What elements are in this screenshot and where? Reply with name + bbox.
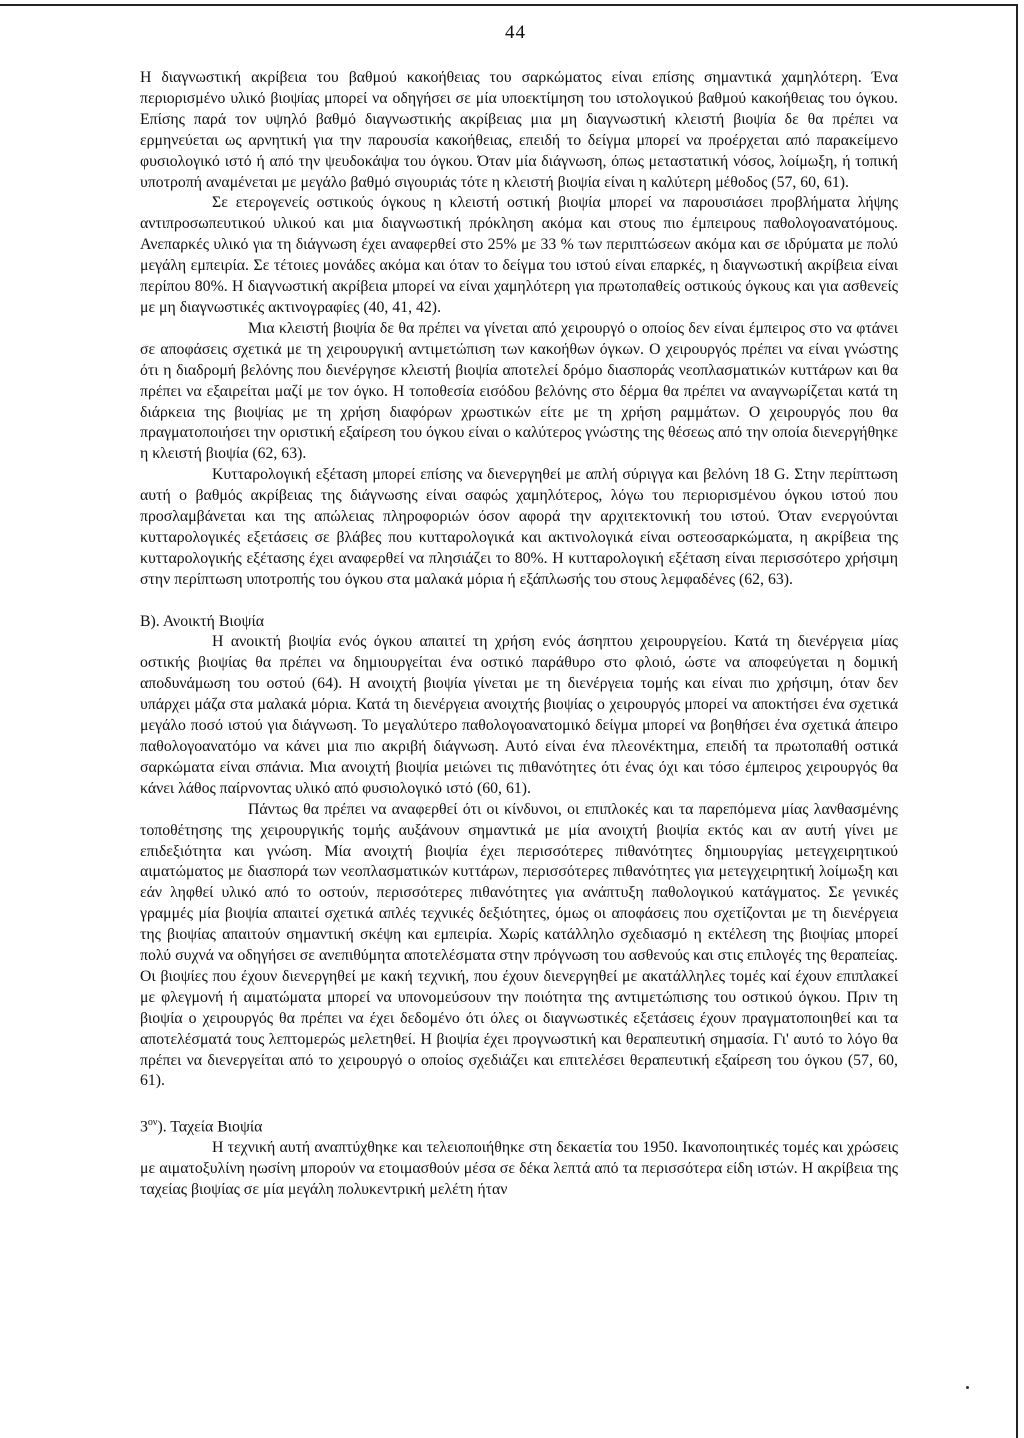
section-gap xyxy=(140,591,898,612)
scan-border-top xyxy=(0,4,1016,6)
document-body xyxy=(140,68,898,1201)
section-b-heading: Β). Ανοικτή Βιοψία xyxy=(140,612,264,630)
section-3-heading-text: ). Ταχεία Βιοψία xyxy=(157,1118,263,1136)
page-number: 44 xyxy=(505,22,526,43)
scan-border-right xyxy=(1016,4,1018,1438)
section-b-paragraph-2: Πάντως θα πρέπει να αναφερθεί ότι οι κίνδυνοι, οι επιπλοκές και τα παρεπόμενα μίας λανθασμένης τοποθέτησης της χειρουργικής τομής αυξάνουν σημαντικά με μία ανοιχτή βιοψία εκτός και αν αυτή γίνει με επιδεξιότητα και γνώση. Μία ανοιχτή βιοψία έχει περισσότερες πιθανότητες δημιουργίας μετεγχειρητικού αιματώματος με διασπορά των νεοπλασματικών κυττάρων, περισσότερες πιθανότητες για μετεγχειρητική λοίμωξη και εάν ληφθεί υλικό από το οστούν, περισσότερες πιθανότητες για ανάπτυξη παθολογικού κατάγματος. Σε γενικές γραμμές μία βιοψία απαιτεί σχετικά απλές τεχνικές δεξιότητες, όμως οι αποφάσεις που σχετίζονται με τη διενέργεια της βιοψίας απαιτούν σημαντική σκέψη και εμπειρία. Χωρίς κατάλληλο σχεδιασμό η εκτέλεση της βιοψίας μπορεί πολύ συχνά να οδηγήσει σε ανεπιθύμητα αποτελέσματα στην πρόγνωση του ασθενούς και στις επιλογές της θεραπείας. Οι βιοψίες που έχουν διενεργηθεί με κακή τεχνική, που έχουν διενεργηθεί με ακατάλληλες τομές καί έχουν επιπλακεί με φλεγμονή ή αιματώματα μπορεί να υπονομεύσουν την ποιότητα της αντιμετώπισης του οστικού όγκου. Πριν τη βιοψία ο χειρουργός θα πρέπει να έχει δεδομένο ότι όλες οι διαγνωστικές εξετάσεις έχουν πραγματοποιηθεί και τα αποτελέσματά τους λεπτομερώς μελετηθεί. Η βιοψία έχει προγνωστική και θεραπευτική σημασία. Γι' αυτό το λόγο θα πρέπει να διενεργείται από το χειρουργό ο οποίος σχεδιάζει και επιτελέσει θεραπευτική εξαίρεση του όγκου (57, 60, 61). xyxy=(140,800,898,1090)
section-3-heading-number: 3 xyxy=(140,1118,148,1136)
section-3-paragraph: Η τεχνική αυτή αναπτύχθηκε και τελειοποιήθηκε στη δεκαετία του 1950. Ικανοποιητικές τομές και χρώσεις με αιματοξυλίνη ηωσίνη μπορούν να ετοιμασθούν μέσα σε δέκα λεπτά από τα περισσότερα είδη ιστών. Η ακρίβεια της ταχείας βιοψίας σε μία μεγάλη πολυκεντρική μελέτη ήταν xyxy=(140,1139,898,1199)
section-3-heading xyxy=(140,1113,898,1138)
section-gap xyxy=(140,1092,898,1113)
section-b-paragraph-1: Η ανοικτή βιοψία ενός όγκου απαιτεί τη χρήση ενός άσηπτου χειρουργείου. Κατά τη διενέργεια μίας οστικής βιοψίας θα πρέπει να δημιουργείται ένα οστικό παράθυρο στο φλοιό, ώστε να αποφεύγεται η δομική αποδυνάμωση του οστού (64). Η ανοιχτή βιοψία γίνεται με τη διενέργεια τομής και είναι πιο χρήσιμη, όταν δεν υπάρχει μάζα στα μαλακά μόρια. Κατά τη διενέργεια ανοιχτής βιοψίας ο χειρουργός μπορεί να αποκτήσει ένα σχετικά μεγάλο ποσό ιστού για διάγνωση. Το μεγαλύτερο παθολογοανατομικό δείγμα μπορεί να βοηθήσει ένα σχετικά άπειρο παθολογοανατόμο να κάνει μια πιο ακριβή διάγνωση. Αυτό είναι ένα πλεονέκτημα, επειδή τα πρωτοπαθή οστικά σαρκώματα είναι σπάνια. Μια ανοιχτή βιοψία μειώνει τις πιθανότητες ότι ένας όχι και τόσο έμπειρος χειρουργός θα κάνει λάθος παίρνοντας υλικό από φυσιολογικό ιστό (60, 61). xyxy=(140,633,898,797)
paragraph-4: Κυτταρολογική εξέταση μπορεί επίσης να διενεργηθεί με απλή σύριγγα και βελόνη 18 G. Στην περίπτωση αυτή ο βαθμός ακρίβειας της διάγνωσης είναι σαφώς χαμηλότερος, λόγω του περιορισμένου όγκου ιστού που προσλαμβάνεται και της απώλειας πληροφοριών όσον αφορά την αρχιτεκτονική του ιστού. Όταν ενεργούνται κυτταρολογικές εξετάσεις σε βλάβες που κυτταρολογικά και ακτινολογικά είναι οστεοσαρκώματα, η ακρίβεια της κυτταρολογικής εξέτασης έχει αναφερθεί να πλησιάζει το 80%. Η κυτταρολογική εξέταση είναι περισσότερο χρήσιμη στην περίπτωση υποτροπής του όγκου στα μαλακά μόρια ή εξάπλωσής του στους λεμφαδένες (62, 63). xyxy=(140,466,898,588)
section-3-heading-superscript: ον xyxy=(147,1117,158,1129)
scan-speck xyxy=(966,1386,969,1389)
paragraph-2: Σε ετερογενείς οστικούς όγκους η κλειστή οστική βιοψία μπορεί να παρουσιάσει προβλήματα λήψης αντιπροσωπευτικού υλικού και μια διαγνωστική πρόκληση ακόμα και στους πιο έμπειρους παθολογοανατόμους. Ανεπαρκές υλικό για τη διάγνωση έχει αναφερθεί στο 25% με 33 % των περιπτώσεων ακόμα και σε ιδρύματα με πολύ μεγάλη εμπειρία. Σε τέτοιες μονάδες ακόμα και όταν το δείγμα του ιστού είναι επαρκές, η διαγνωστική ακρίβεια είναι περίπου 80%. Η διαγνωστική ακρίβεια μπορεί να είναι χαμηλότερη για πρωτοπαθείς οστικούς όγκους και για ασθενείς με μη διαγνωστικές ακτινογραφίες (40, 41, 42). xyxy=(140,194,898,316)
paragraph-3: Μια κλειστή βιοψία δε θα πρέπει να γίνεται από χειρουργό ο οποίος δεν είναι έμπειρος στο να φτάνει σε αποφάσεις σχετικά με τη χειρουργική αντιμετώπιση των κακοήθων όγκων. Ο χειρουργός πρέπει να είναι γνώστης ότι η διαδρομή βελόνης που διενέργησε κλειστή βιοψία αποτελεί δρόμο διασποράς νεοπλασματικών κυττάρων και θα πρέπει να εξαιρείται μαζί με τον όγκο. Η τοποθεσία εισόδου βελόνης στο δέρμα θα πρέπει να αναγνωρίζεται κατά τη διάρκεια της βιοψίας με τη χρήση διαφόρων χρωστικών είτε με τη χρήση ραμμάτων. Ο χειρουργός που θα πραγματοποιήσει την οριστική εξαίρεση του όγκου είναι ο καλύτερος γνώστης της θέσεως από την οποία διενεργήθηκε η κλειστή βιοψία (62, 63). xyxy=(140,319,898,463)
paragraph-1: Η διαγνωστική ακρίβεια του βαθμού κακοήθειας του σαρκώματος είναι επίσης σημαντικά χαμηλότερη. Ένα περιορισμένο υλικό βιοψίας μπορεί να οδηγήσει σε μία υποεκτίμηση του ιστολογικού βαθμού κακοήθειας του όγκου. Επίσης παρά τον υψηλό βαθμό διαγνωστικής ακρίβειας μια μη διαγνωστική κλειστή βιοψία δε θα πρέπει να ερμηνεύεται ως αρνητική για την παρουσία κακοήθειας, επειδή το δείγμα μπορεί να προέρχεται από παρακείμενο φυσιολογικό ιστό ή από την ψευδοκάψα του όγκου. Όταν μία διάγνωση, όπως μεταστατική νόσος, λοίμωξη, ή τοπική υποτροπή αναμένεται με μεγάλο βαθμό σιγουριάς τότε η κλειστή βιοψία είναι η καλύτερη μέθοδος (57, 60, 61). xyxy=(140,69,898,191)
